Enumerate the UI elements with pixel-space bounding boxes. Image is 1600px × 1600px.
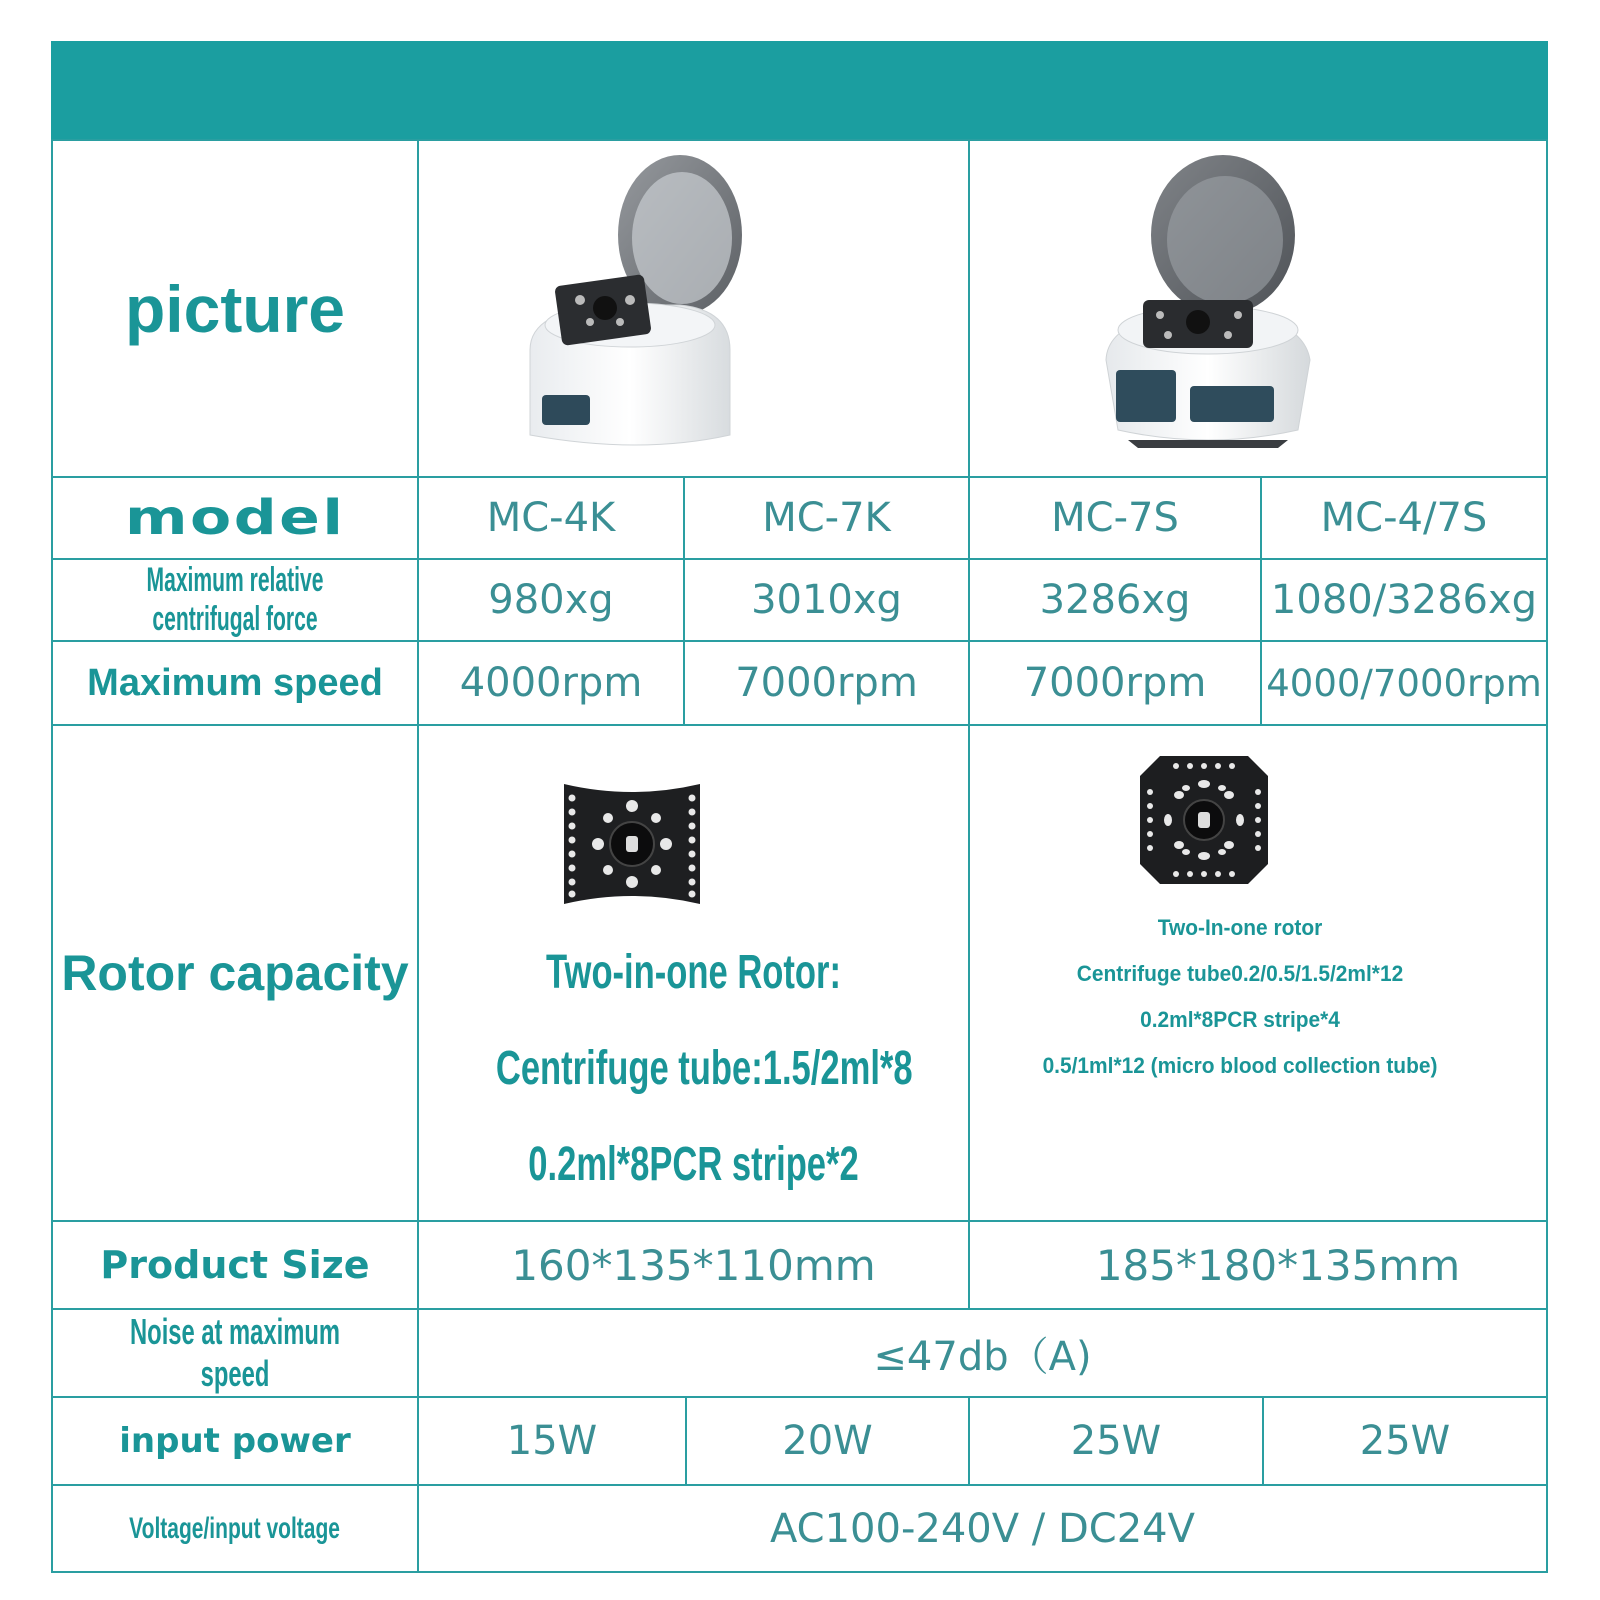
model-mc-7s: MC-7S — [1051, 495, 1179, 541]
rotor-right-line: Two-In-one rotor — [1157, 915, 1323, 940]
row-label-size: Product Size — [100, 1243, 370, 1287]
row-label-rotor: Rotor capacity — [61, 945, 409, 1001]
rcf-value: 3010xg — [751, 577, 902, 623]
rotor-left-line: Two-in-one Rotor: — [546, 946, 841, 999]
grid-line — [51, 1571, 1548, 1573]
rotor-left-text — [419, 925, 968, 1213]
speed-value: 4000/7000rpm — [1266, 661, 1542, 705]
model-mc-7k: MC-7K — [762, 495, 891, 541]
rcf-value: 3286xg — [1039, 577, 1191, 623]
grid-line — [1546, 139, 1548, 1573]
row-label-speed: Maximum speed — [87, 661, 383, 704]
rcf-value: 1080/3286xg — [1270, 577, 1538, 623]
rotor-left-line: 0.2ml*8PCR stripe*2 — [528, 1138, 859, 1191]
model-mc-4-7s: MC-4/7S — [1320, 495, 1488, 541]
rotor-right-line: 0.2ml*8PCR stripe*4 — [1140, 1007, 1340, 1032]
rotor-left-line: Centrifuge tube:1.5/2ml*8 — [495, 1042, 913, 1095]
power-value: 20W — [782, 1418, 873, 1464]
power-value: 25W — [1359, 1418, 1451, 1464]
row-label-power: input power — [119, 1421, 351, 1461]
row-label-rcf: Maximum relative centrifugal force — [146, 561, 324, 638]
rcf-value: 980xg — [488, 577, 614, 623]
speed-value: 7000rpm — [1023, 660, 1207, 706]
speed-value: 7000rpm — [735, 660, 918, 706]
row-label-model: model — [124, 490, 346, 546]
power-value: 15W — [506, 1418, 598, 1464]
row-label-picture: picture — [124, 271, 346, 346]
model-mc-4k: MC-4K — [486, 495, 616, 541]
row-label-noise: Noise at maximum speed — [130, 1311, 340, 1394]
row-label-voltage: Voltage/input voltage — [129, 1511, 341, 1545]
rotor-two-in-one-image — [1136, 752, 1272, 888]
noise-value: ≤47db（A) — [873, 1333, 1092, 1380]
rotor-two-in-one-image — [558, 778, 706, 910]
voltage-value: AC100-240V / DC24V — [770, 1505, 1195, 1552]
power-value: 25W — [1070, 1418, 1162, 1464]
centrifuge-mc-7s-image — [1098, 150, 1328, 470]
rotor-right-line: Centrifuge tube0.2/0.5/1.5/2ml*12 — [1076, 961, 1404, 986]
rotor-right-text — [990, 905, 1490, 1089]
rotor-right-line: 0.5/1ml*12 (micro blood collection tube) — [1042, 1053, 1438, 1078]
centrifuge-mc-4k-7k-image — [520, 150, 760, 470]
size-value: 160*135*110mm — [511, 1240, 876, 1290]
size-value: 185*180*135mm — [1095, 1240, 1461, 1290]
speed-value: 4000rpm — [459, 660, 643, 706]
